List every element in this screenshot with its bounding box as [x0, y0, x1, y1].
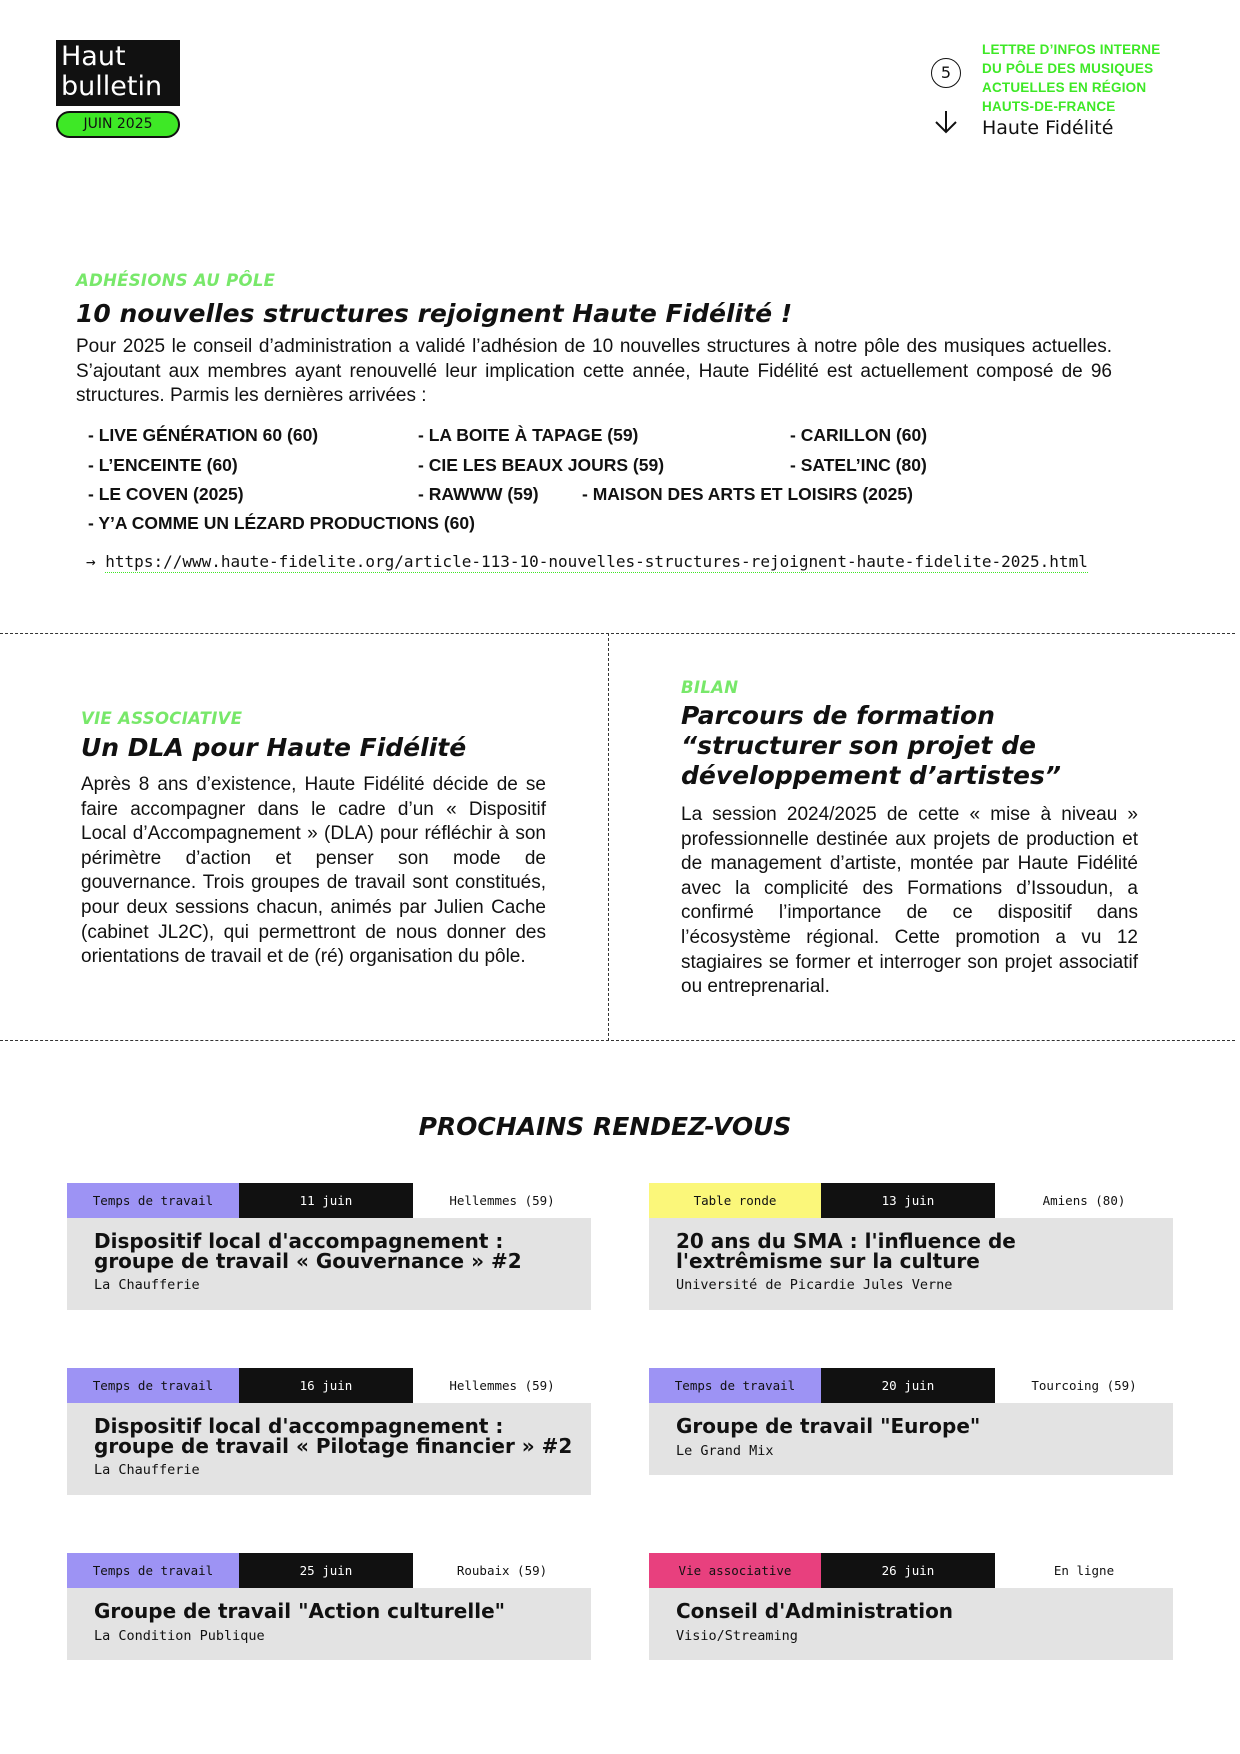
member-item: - CIE LES BEAUX JOURS (59) — [418, 455, 665, 475]
event-location: Tourcoing (59) — [1031, 1378, 1137, 1393]
section-kicker: BILAN — [681, 678, 739, 697]
event-title-line: Dispositif local d'accompagnement : — [94, 1229, 504, 1253]
newsletter-tagline — [982, 40, 1202, 116]
section-title — [681, 701, 1201, 791]
logo-line-1: Haut — [61, 41, 126, 72]
member-item: - LIVE GÉNÉRATION 60 (60) — [88, 425, 319, 445]
event-header — [67, 1553, 591, 1588]
event-title-line: Groupe de travail "Europe" — [676, 1414, 981, 1438]
title-line: Parcours de formation — [681, 701, 995, 730]
section-title: 10 nouvelles structures rejoignent Haute Fidélité ! — [76, 299, 793, 328]
section-intro: Pour 2025 le conseil d’administration a validé l’adhésion de 10 nouvelles structures à notre pôle des musiques actuelles. S’ajoutant aux membres ayant renouvellé leur implication cette année, Haute Fidélité est actuellement composé de 96 structures. Parmis les dernières arrivées : — [76, 336, 1112, 407]
member-item: - SATEL’INC (80) — [790, 455, 927, 475]
event-header — [67, 1368, 591, 1403]
title-line: développement d’artistes” — [681, 761, 1061, 790]
event-venue: Visio/Streaming — [676, 1628, 798, 1644]
event-body — [67, 1218, 591, 1310]
event-date: 25 juin — [239, 1553, 413, 1588]
event-date: 13 juin — [821, 1183, 995, 1218]
event-location: Hellemmes (59) — [449, 1193, 555, 1208]
event-card[interactable] — [67, 1368, 591, 1495]
event-card[interactable] — [649, 1553, 1173, 1660]
event-title-line: groupe de travail « Pilotage financier » #2 — [94, 1433, 573, 1458]
member-item: - LA BOITE À TAPAGE (59) — [418, 425, 639, 445]
section-body: La session 2024/2025 de cette « mise à niveau » professionnelle destinée aux projets de production et de management d’artiste, montée par Haute Fidélité avec la complicité des Formations d’Issoudun, a confirmé l’importance de ce dispositif dans l’écosystème régional. Cette promotion a vu 12 stagiaires se former et interroger son projet associatif ou entreprenarial. — [681, 804, 1138, 998]
link-arrow-icon: → — [86, 552, 96, 571]
event-card[interactable] — [649, 1368, 1173, 1475]
section-kicker: VIE ASSOCIATIVE — [81, 709, 243, 728]
event-date: 11 juin — [239, 1183, 413, 1218]
event-category: Table ronde — [649, 1183, 821, 1218]
event-category: Temps de travail — [67, 1553, 239, 1588]
event-venue: La Chaufferie — [94, 1277, 200, 1293]
section-body: Après 8 ans d’existence, Haute Fidélité décide de se faire accompagner dans le cadre d’un « Dispositif Local d’Accompagnement » (DLA) pour réfléchir à son périmètre d’action et penser son mode de gouvernance. Trois groupes de travail sont constitués, pour deux sessions chacun, animés par Julien Cache (cabinet JL2C), qui permettront de nous donner des orientations de travail et de (ré) organisation du pôle. — [81, 774, 546, 968]
event-card[interactable] — [649, 1183, 1173, 1310]
event-card[interactable] — [67, 1183, 591, 1310]
event-body — [67, 1403, 591, 1495]
event-category: Temps de travail — [67, 1183, 239, 1218]
member-item: - RAWWW (59) — [418, 484, 539, 504]
section-kicker: ADHÉSIONS AU PÔLE — [76, 271, 276, 290]
event-body — [649, 1218, 1173, 1310]
member-item: - LE COVEN (2025) — [88, 484, 244, 504]
logo — [56, 40, 180, 106]
title-line: “structurer son projet de — [681, 731, 1036, 760]
event-header — [649, 1368, 1173, 1403]
page-number: 5 — [931, 58, 961, 88]
event-date: 16 juin — [239, 1368, 413, 1403]
event-title-line: Dispositif local d'accompagnement : — [94, 1414, 504, 1438]
section-title: Un DLA pour Haute Fidélité — [81, 733, 467, 762]
arrow-down-icon — [932, 108, 960, 136]
event-category: Temps de travail — [649, 1368, 821, 1403]
event-location: Roubaix (59) — [456, 1563, 548, 1578]
tagline-line: DU PÔLE DES MUSIQUES — [982, 61, 1154, 76]
event-title — [94, 1414, 574, 1458]
member-item: - Y’A COMME UN LÉZARD PRODUCTIONS (60) — [88, 513, 475, 533]
event-header — [67, 1183, 591, 1218]
event-title — [94, 1599, 574, 1623]
divider — [0, 633, 1235, 634]
divider — [0, 1040, 1235, 1041]
event-location: Amiens (80) — [1042, 1193, 1126, 1208]
member-item: - MAISON DES ARTS ET LOISIRS (2025) — [582, 484, 913, 504]
event-body — [67, 1588, 591, 1660]
event-venue: La Chaufferie — [94, 1462, 200, 1478]
event-category: Vie associative — [649, 1553, 821, 1588]
event-card[interactable] — [67, 1553, 591, 1660]
member-item: - CARILLON (60) — [790, 425, 928, 445]
event-title-line: groupe de travail « Gouvernance » #2 — [94, 1248, 522, 1273]
event-title — [676, 1229, 1156, 1273]
event-venue: Le Grand Mix — [676, 1443, 774, 1459]
event-header — [649, 1183, 1173, 1218]
tagline-line: ACTUELLES EN RÉGION — [982, 80, 1147, 95]
event-title-line: 20 ans du SMA : l'influence de — [676, 1229, 1016, 1253]
event-title-line: l'extrêmisme sur la culture — [676, 1248, 980, 1273]
event-category: Temps de travail — [67, 1368, 239, 1403]
event-title — [676, 1599, 1156, 1623]
event-body — [649, 1588, 1173, 1660]
event-date: 20 juin — [821, 1368, 995, 1403]
event-title — [94, 1229, 574, 1273]
member-item: - L’ENCEINTE (60) — [88, 455, 238, 475]
event-venue: Université de Picardie Jules Verne — [676, 1277, 953, 1293]
event-venue: La Condition Publique — [94, 1628, 265, 1644]
event-date: 26 juin — [821, 1553, 995, 1588]
event-title — [676, 1414, 1156, 1438]
issue-date-badge: JUIN 2025 — [56, 111, 180, 138]
event-body — [649, 1403, 1173, 1475]
agenda-title: PROCHAINS RENDEZ-VOUS — [418, 1112, 792, 1141]
event-title-line: Groupe de travail "Action culturelle" — [94, 1599, 506, 1623]
article-link[interactable]: https://www.haute-fidelite.org/article-113-10-nouvelles-structures-rejoignent-haute-fidelite-2025.html — [105, 552, 1088, 571]
event-header — [649, 1553, 1173, 1588]
divider — [608, 633, 609, 1041]
event-title-line: Conseil d'Administration — [676, 1599, 954, 1623]
event-location: En ligne — [1053, 1563, 1115, 1578]
article-link-row — [86, 552, 1088, 571]
logo-line-2: bulletin — [61, 71, 163, 102]
brand-name: Haute Fidélité — [982, 117, 1114, 139]
event-location: Hellemmes (59) — [449, 1378, 555, 1393]
tagline-line: HAUTS-DE-FRANCE — [982, 99, 1116, 114]
tagline-line: LETTRE D’INFOS INTERNE — [982, 42, 1161, 57]
